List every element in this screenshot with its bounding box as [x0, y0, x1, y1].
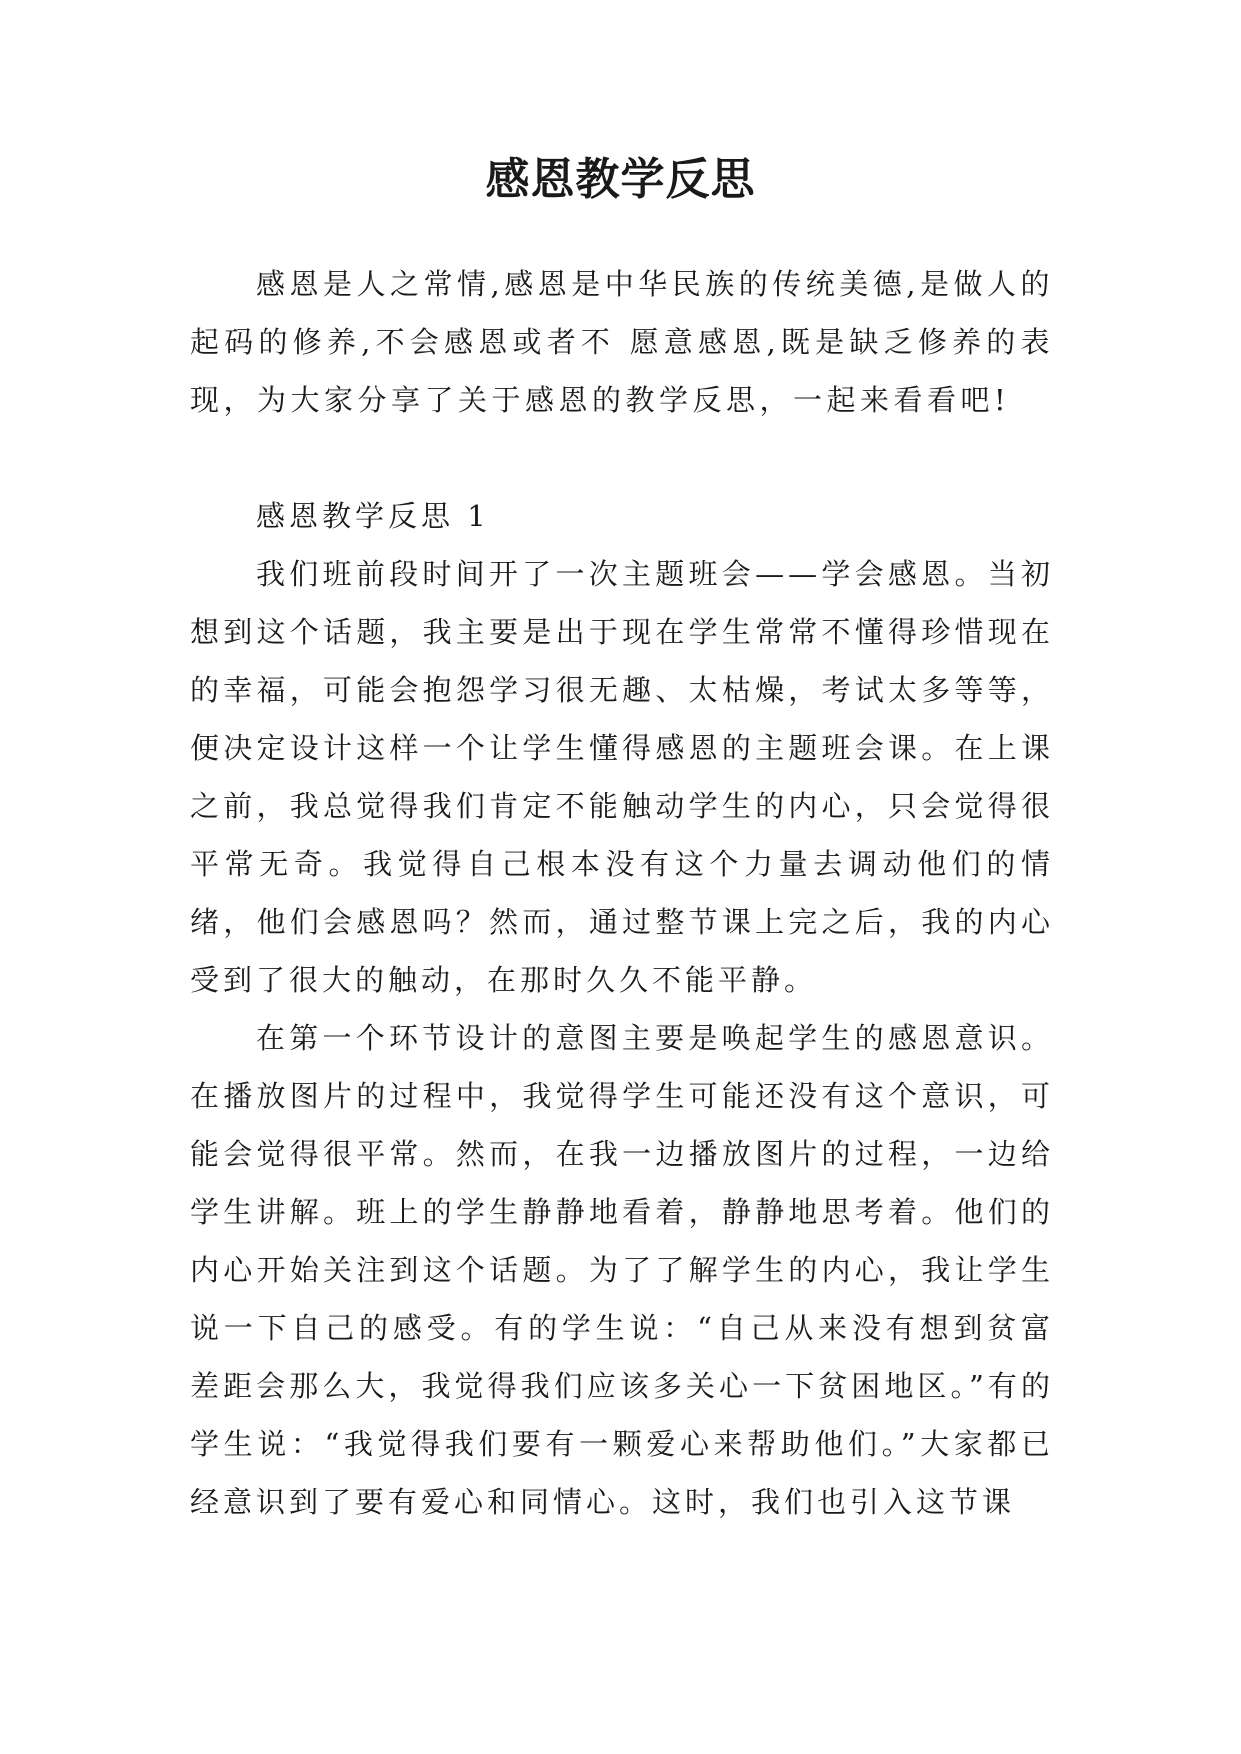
- body-paragraph-2: 在第一个环节设计的意图主要是唤起学生的感恩意识。在播放图片的过程中，我觉得学生可能还没有这个意识，可能会觉得很平常。然而，在我一边播放图片的过程，一边给学生讲解。班上的学生静静地看着，静静地思考着。他们的内心开始关注到这个话题。为了了解学生的内心，我让学生说一下自己的感受。有的学生说：“自己从来没有想到贫富差距会那么大，我觉得我们应该多关心一下贫困地区。”有的学生说：“我觉得我们要有一颗爱心来帮助他们。”大家都已经意识到了要有爱心和同情心。这时，我们也引入这节课: [190, 1021, 1054, 1519]
- section-heading: 感恩教学反思 1: [256, 499, 490, 533]
- spacer: [190, 429, 1054, 487]
- document-title: 感恩教学反思: [485, 154, 756, 205]
- document-body: [190, 255, 1054, 1531]
- body-paragraph-1: 我们班前段时间开了一次主题班会——学会感恩。当初想到这个话题，我主要是出于现在学生常常不懂得珍惜现在的幸福，可能会抱怨学习很无趣、太枯燥，考试太多等等，便决定设计这样一个让学生懂得感恩的主题班会课。在上课之前，我总觉得我们肯定不能触动学生的内心，只会觉得很平常无奇。我觉得自己根本没有这个力量去调动他们的情绪，他们会感恩吗？然而，通过整节课上完之后，我的内心受到了很大的触动，在那时久久不能平静。: [190, 557, 1054, 997]
- intro-paragraph: 感恩是人之常情,感恩是中华民族的传统美德,是做人的起码的修养,不会感恩或者不 愿意感恩,既是缺乏修养的表现，为大家分享了关于感恩的教学反思，一起来看看吧!: [190, 267, 1054, 417]
